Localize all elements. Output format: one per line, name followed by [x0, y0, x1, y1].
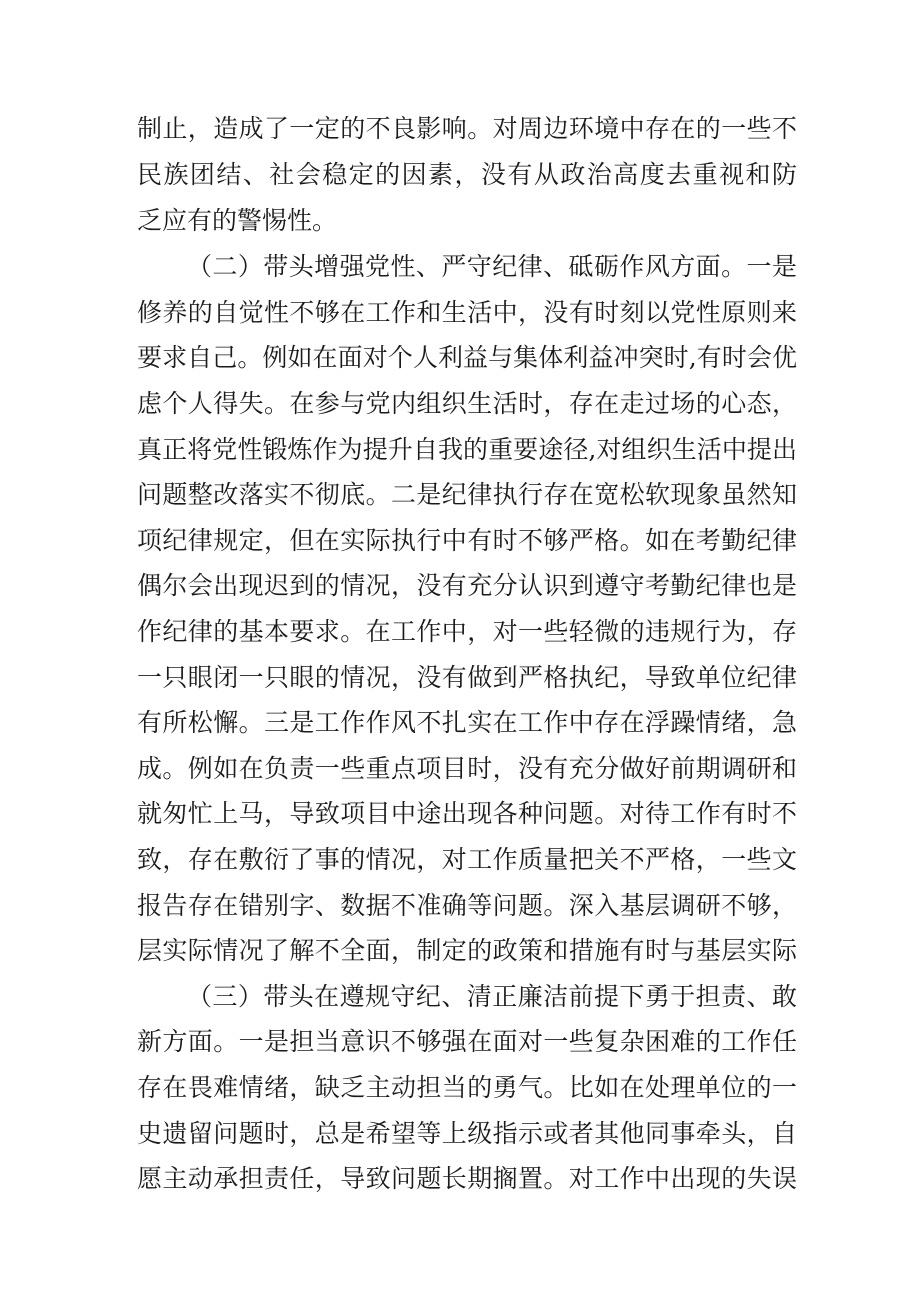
text-line: 作纪律的基本要求。在工作中，对一些轻微的违规行为，存 [137, 617, 797, 646]
text-line: 要求自己。例如在面对个人利益与集体利益冲突时,有时会优 [137, 343, 797, 372]
text-line: 新方面。一是担当意识不够强在面对一些复杂困难的工作任 [137, 1027, 797, 1056]
text-line: 项纪律规定，但在实际执行中有时不够严格。如在考勤纪律 [137, 526, 797, 555]
text-line: 修养的自觉性不够在工作和生活中，没有时刻以党性原则来 [137, 298, 797, 327]
text-line: 制止，造成了一定的不良影响。对周边环境中存在的一些不 [137, 114, 797, 143]
text-line: 一只眼闭一只眼的情况，没有做到严格执纪，导致单位纪律 [137, 663, 797, 692]
text-line: 史遗留问题时，总是希望等上级指示或者其他同事牵头，自 [137, 1119, 797, 1148]
text-line: 乏应有的警惕性。 [137, 206, 338, 235]
text-line: 报告存在错别字、数据不准确等问题。深入基层调研不够， [137, 891, 797, 920]
text-line: 成。例如在负责一些重点项目时，没有充分做好前期调研和 [137, 754, 797, 783]
text-line: 致，存在敷衍了事的情况，对工作质量把关不严格，一些文 [137, 845, 797, 874]
text-line: 愿主动承担责任，导致问题长期搁置。对工作中出现的失误 [137, 1164, 797, 1193]
text-line: 有所松懈。三是工作作风不扎实在工作中存在浮躁情绪，急 [137, 708, 797, 737]
text-line: 就匆忙上马，导致项目中途出现各种问题。对待工作有时不 [137, 799, 797, 828]
paragraph-heading-line: （三）带头在遵规守纪、清正廉洁前提下勇于担责、敢 [187, 982, 797, 1011]
text-line: 层实际情况了解不全面，制定的政策和措施有时与基层实际 [137, 936, 797, 965]
text-line: 存在畏难情绪，缺乏主动担当的勇气。比如在处理单位的一 [137, 1073, 797, 1102]
text-line: 真正将党性锻炼作为提升自我的重要途径,对组织生活中提出 [137, 435, 797, 464]
paragraph-heading-line: （二）带头增强党性、严守纪律、砥砺作风方面。一是 [187, 252, 797, 281]
text-line: 问题整改落实不彻底。二是纪律执行存在宽松软现象虽然知 [137, 480, 797, 509]
text-line: 偶尔会出现迟到的情况，没有充分认识到遵守考勤纪律也是 [137, 571, 797, 600]
text-line: 民族团结、社会稳定的因素，没有从政治高度去重视和防 [137, 160, 797, 189]
text-line: 虑个人得失。在参与党内组织生活时，存在走过场的心态， [137, 389, 797, 418]
